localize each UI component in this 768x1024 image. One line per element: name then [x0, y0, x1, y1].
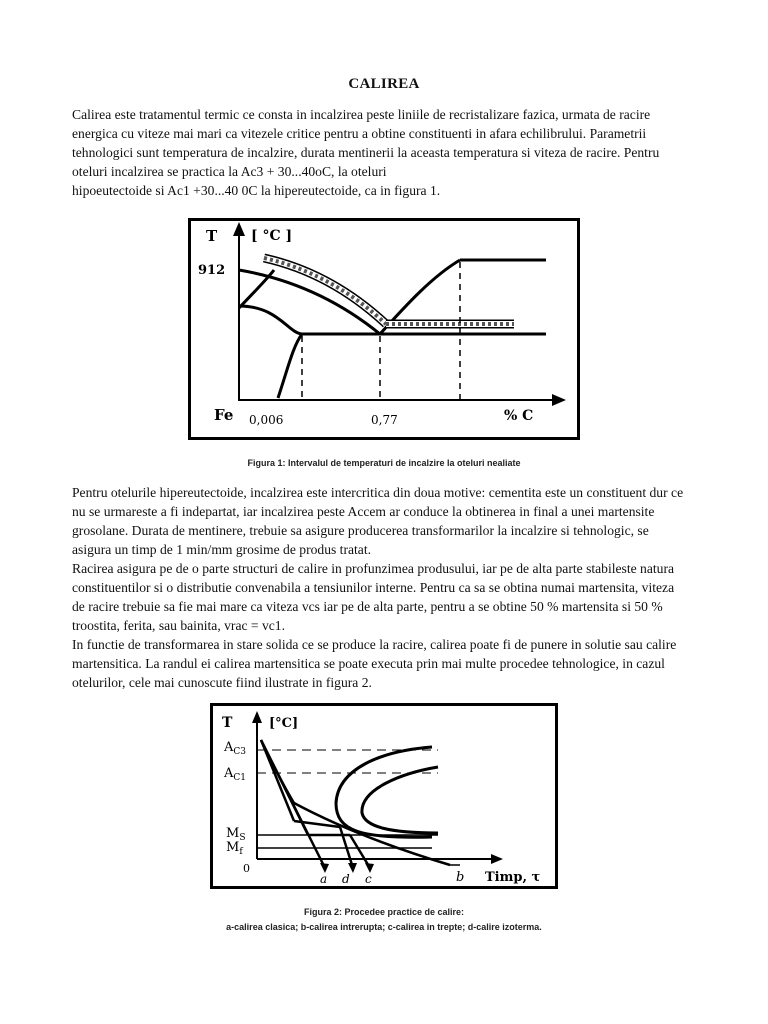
tick-0006: 0,006	[249, 413, 284, 427]
paragraph-line: oteluri incalzirea se practica la Ac3 + 30...40oC, la oteluri	[72, 164, 387, 179]
label-mf-main: M	[226, 840, 240, 855]
label-curve-c: c	[365, 872, 372, 886]
paragraph-intro	[72, 105, 700, 200]
label-mf-sub: f	[239, 847, 243, 857]
paragraph-line: Racirea asigura pe de o parte structuri de calire in profunzimea produsului, iar pe de alta parte stabileste natura	[72, 561, 675, 576]
paragraph-line: In functie de transformarea in stare solida ce se produce la racire, calirea poate fi de punere in solutie sau calire	[72, 637, 677, 652]
label-ac3-main: A	[224, 740, 234, 755]
y-axis-unit: [°C]	[269, 716, 299, 731]
paragraph-line: troostita, ferita, sau bainita, vrac = vc1.	[72, 618, 286, 633]
paragraph-line: tehnologici sunt temperatura de incalzire, durata mentinerii la aceasta temperatura si viteza de racire. Pentru	[72, 145, 660, 160]
paragraph-line: constituentilor si o distributie convenabila a tensiunilor interne. Pentru ca sa se obtina numai martensita, viteza	[72, 580, 675, 595]
label-curve-a: a	[320, 872, 328, 886]
paragraph-line: nu se urmareste a fi indepartat, iar incalzirea peste Accem ar conduce la obtinerea in final a unei martensite	[72, 504, 655, 519]
x-axis-unit: % C	[504, 408, 534, 424]
paragraph-line: martensitica. La randul ei calirea martensitica se poate executa prin mai multe procedee tehnologice, in cazul	[72, 656, 665, 671]
label-fe: Fe	[214, 406, 234, 424]
label-curve-b: b	[456, 870, 465, 885]
paragraph-line: energica cu viteze mai mari ca vitezele critice pentru a obtine constituenti in afara echilibrului. Parametrii	[72, 126, 647, 141]
paragraph-line: grosolane. Durata de mentinere, trebuie sa asigure producerea transformarilor la incalzire si tehnologic, se	[72, 523, 649, 538]
paragraph-line: de racire trebuie sa fie mai mare ca viteza vcs iar pe de alta parte, pentru a se obtine 50 % martensita si 50 %	[72, 599, 663, 614]
y-axis-symbol: T	[206, 227, 218, 245]
label-curve-d: d	[342, 872, 350, 886]
label-ac3-sub: C3	[233, 747, 247, 757]
paragraph-body	[72, 483, 700, 692]
label-ac1-main: A	[224, 766, 234, 781]
label-zero: 0	[243, 862, 250, 875]
paragraph-line: asigura un timp de 1 min/mm grosime de produs tratat.	[72, 542, 372, 557]
label-ms-sub: S	[239, 833, 246, 843]
paragraph-line: otelurilor, cele mai cunoscute fiind ilustrate in figura 2.	[72, 675, 372, 690]
label-ac1-sub: C1	[233, 773, 247, 783]
figure-2-caption-legend: a-calirea clasica; b-calirea intrerupta; c-calirea in trepte; d-calire izoterma.	[226, 922, 542, 932]
label-912: 912	[198, 263, 226, 278]
document-title: CALIREA	[348, 76, 420, 92]
paragraph-line: Pentru otelurile hipereutectoide, incalzirea este intercritica din doua motive: cementita este un constituent dur ce	[72, 485, 684, 500]
x-axis-label: Timp, τ	[485, 870, 541, 885]
figure-2-cooling-curves	[210, 703, 558, 889]
figure-1-phase-diagram	[188, 218, 580, 440]
figure-1-caption: Figura 1: Intervalul de temperaturi de incalzire la oteluri nealiate	[247, 458, 521, 468]
y-axis-unit: [ °C ]	[251, 228, 293, 244]
figure-2-frame	[212, 705, 557, 888]
paragraph-line: hipoeutectoide si Ac1 +30...40 0C la hipereutectoide, ca in figura 1.	[72, 183, 441, 198]
label-ms-main: M	[226, 826, 240, 841]
tick-077: 0,77	[371, 413, 398, 427]
paragraph-line: Calirea este tratamentul termic ce consta in incalzirea peste liniile de recristalizare fazica, urmata de racire	[72, 107, 651, 122]
figure-2-caption-title: Figura 2: Procedee practice de calire:	[303, 907, 465, 917]
y-axis-symbol: T	[222, 715, 233, 731]
